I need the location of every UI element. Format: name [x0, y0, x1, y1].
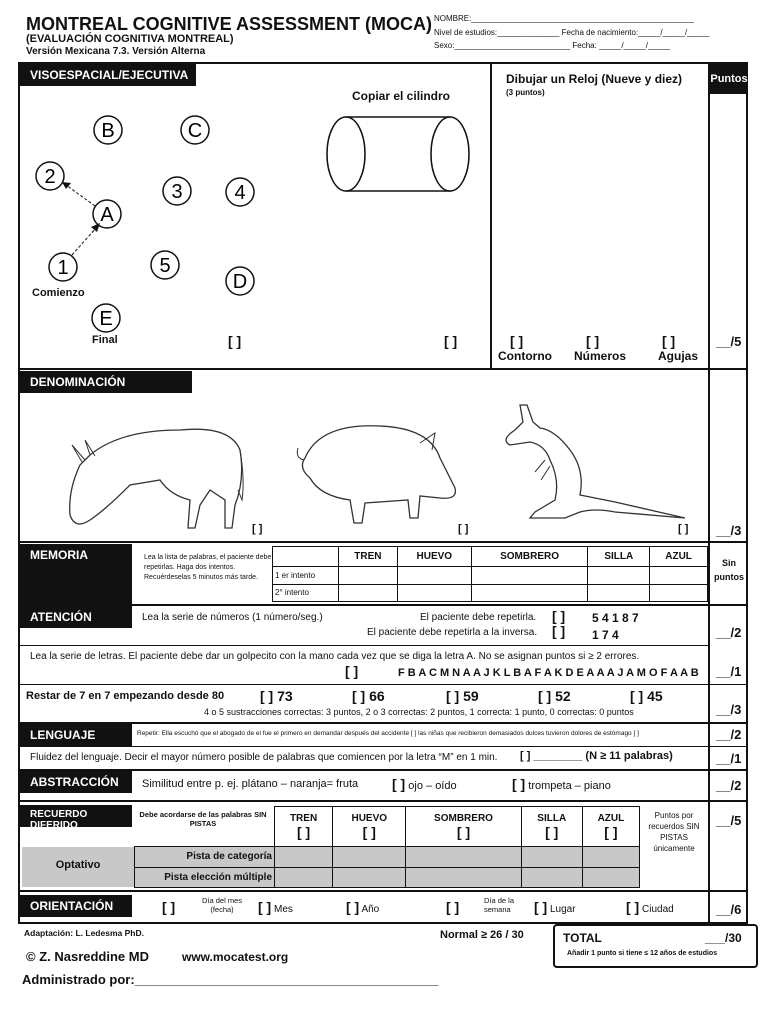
repeat-label: El paciente debe repetirla. [420, 612, 537, 623]
node-4-label: 4 [234, 182, 246, 204]
version-label: Versión Mexicana 7.3. Versión Alterna [26, 46, 206, 57]
digits-checkbox[interactable]: [ ] [552, 608, 566, 624]
cue-cell[interactable] [406, 847, 521, 868]
node-a-label: A [100, 204, 114, 226]
sin-puntos: Sin puntos [714, 558, 744, 582]
abstr-item-1[interactable]: [ ] ojo – oído [392, 776, 457, 792]
admin-field[interactable]: Administrado por:__________________________________________ [22, 972, 439, 987]
page-subtitle: (EVALUACIÓN COGNITIVA MONTREAL) [26, 33, 234, 45]
recuerdo-header: RECUERDO DIFERIDO [20, 805, 132, 827]
row-divider [18, 645, 708, 646]
orient-score[interactable]: __/6 [716, 902, 742, 917]
node-e-label: E [99, 308, 113, 330]
word-col: SILLA [588, 547, 650, 567]
cue-cell[interactable] [406, 867, 521, 888]
word-cell[interactable] [650, 584, 708, 602]
trial-label: 2° intento [273, 584, 339, 602]
sexo-label: Sexo: [434, 41, 455, 50]
trial-label: 1 er intento [273, 567, 339, 585]
orient-label: Mes [274, 904, 293, 915]
resta-num: 73 [277, 688, 293, 704]
word-cell[interactable] [339, 567, 398, 585]
word-col: TREN [339, 547, 398, 567]
letters-score[interactable]: __/1 [716, 664, 742, 679]
resta-item[interactable]: [ ] 73 [260, 688, 293, 704]
orient-item[interactable]: [ ] Lugar [534, 899, 576, 915]
education-note: Añadir 1 punto si tiene ≤ 12 años de estudios [567, 950, 718, 957]
resta-num: 66 [369, 688, 385, 704]
orient-checkbox[interactable]: [ ] [162, 899, 176, 915]
fluency-instr: Fluidez del lenguaje. Decir el mayor número posible de palabras que comiencen por la letra “M” en 1 min. [30, 752, 498, 763]
word-cell[interactable] [588, 567, 650, 585]
recuerdo-score[interactable]: __/5 [716, 813, 742, 828]
trail-checkbox[interactable]: [ ] [228, 333, 242, 349]
row-divider [18, 684, 748, 685]
orient-label: Día del mes (fecha) [201, 896, 243, 914]
recall-word: SILLA [537, 813, 567, 824]
atencion-header: ATENCIÓN [20, 606, 132, 628]
denom-header: DENOMINACIÓN [20, 371, 192, 393]
fluency-field[interactable]: [ ] ________ (N ≥ 11 palabras) [520, 750, 673, 762]
letters-instr: Lea la serie de letras. El paciente debe dar un golpecito con la mano cada vez que se diga la letra A. No se asignan puntos si ≥ 2 errores. [30, 651, 640, 662]
row-divider [18, 541, 748, 543]
word-cell[interactable] [650, 567, 708, 585]
kangaroo-checkbox[interactable]: [ ] [678, 523, 689, 535]
kangaroo-image [495, 400, 695, 525]
orient-item[interactable]: [ ] Ciudad [626, 899, 674, 915]
resta-num: 45 [647, 688, 663, 704]
optativo-label: Optativo [55, 859, 101, 871]
resta-note: 4 o 5 sustracciones correctas: 3 puntos, 2 o 3 correctas: 2 puntos, 1 correcta: 1 punto, 0 correctas: 0 puntos [204, 707, 634, 717]
resta-item[interactable]: [ ] 52 [538, 688, 571, 704]
recall-word: HUEVO [351, 813, 388, 824]
mult-cue-label: Pista elección múltiple [135, 867, 275, 888]
recall-word: SOMBRERO [434, 813, 493, 824]
cue-cell[interactable] [582, 847, 639, 868]
node-3-label: 3 [171, 181, 183, 203]
word-cell[interactable] [471, 567, 588, 585]
recuerdo-instr: Debe acordarse de las palabras SIN PISTAS [139, 810, 267, 828]
orient-label: Día de la semana [484, 896, 515, 914]
word-cell[interactable] [397, 567, 471, 585]
row-divider [18, 746, 748, 747]
word-col: AZUL [650, 547, 708, 567]
resta-instr: Restar de 7 en 7 empezando desde 80 [26, 690, 225, 702]
digits-forward: 5 4 1 8 7 [592, 611, 639, 625]
clock-points: (3 puntos) [506, 88, 545, 97]
word-col: HUEVO [397, 547, 471, 567]
contorno-checkbox[interactable]: [ ] [510, 333, 524, 349]
row-divider [18, 800, 748, 802]
word-cell[interactable] [339, 584, 398, 602]
resta-item[interactable]: [ ] 45 [630, 688, 663, 704]
recall-cell[interactable]: SILLA [ ] [521, 807, 582, 847]
page-title: MONTREAL COGNITIVE ASSESSMENT (MOCA) [26, 14, 433, 34]
recall-word: TREN [289, 813, 318, 824]
resta-score[interactable]: __/3 [716, 702, 742, 717]
resta-item[interactable]: [ ] 59 [446, 688, 479, 704]
abstr-score[interactable]: __/2 [716, 778, 742, 793]
sexo-field[interactable]: Sexo:__________________________ Fecha: _____/_____/_____ [434, 41, 671, 50]
orient-item[interactable]: [ ] Mes [258, 899, 293, 915]
nivel-label: Nivel de estudios: [434, 28, 498, 37]
nombre-label: NOMBRE: [434, 14, 472, 23]
orient-label: Año [361, 904, 380, 915]
digits-backward: 1 7 4 [592, 628, 619, 642]
word-cell[interactable] [471, 584, 588, 602]
resta-num: 52 [555, 688, 571, 704]
abstr-item-label: ojo – oído [408, 780, 457, 792]
word-col: SOMBRERO [471, 547, 588, 567]
word-cell[interactable] [588, 584, 650, 602]
recuerdo-corner [135, 807, 275, 847]
cue-cell[interactable] [333, 847, 406, 868]
word-cell[interactable] [397, 584, 471, 602]
numeros-checkbox[interactable]: [ ] [586, 333, 600, 349]
letters-sequence: F B A C M N A A J K L B A F A K D E A A A J A M O F A A B [398, 667, 699, 679]
puntos-header: Puntos [710, 64, 748, 94]
recall-points-note: Puntos por recuerdos SIN PISTAS únicamente [648, 811, 700, 853]
row-divider [18, 368, 748, 370]
inverse-label: El paciente debe repetirla a la inversa. [367, 627, 538, 638]
normal-label: Normal ≥ 26 / 30 [440, 929, 524, 941]
cat-cue-label: Pista de categoría [135, 847, 275, 868]
recall-cell[interactable]: HUEVO [ ] [333, 807, 406, 847]
denom-score[interactable]: __/3 [716, 523, 742, 538]
digits-inv-checkbox[interactable]: [ ] [552, 623, 566, 639]
orient-label: Lugar [550, 904, 576, 915]
node-c-label: C [187, 120, 203, 142]
total-label: TOTAL [563, 931, 602, 945]
node-b-label: B [101, 120, 115, 142]
visuo-header: VISOESPACIAL/EJECUTIVA [20, 64, 196, 86]
node-2-label: 2 [44, 166, 56, 188]
adaptation-label: Adaptación: L. Ledesma PhD. [24, 928, 144, 938]
donkey-image [60, 410, 250, 535]
lenguaje-header: LENGUAJE [20, 724, 132, 746]
repeat-score[interactable]: __/2 [716, 727, 742, 742]
repeat-sentences: Repetir: Ella escuchó que el abogado de el fue el primero en demandar después del accidente [ ] las niñas que recibieron demasiados dulces tuvieron dolores de estómago [ ] [137, 730, 639, 737]
abstr-item-2[interactable]: [ ] trompeta – piano [512, 776, 611, 792]
recall-cell[interactable]: TREN [ ] [275, 807, 333, 847]
resta-item[interactable]: [ ] 66 [352, 688, 385, 704]
nombre-field[interactable]: NOMBRE:__________________________________________________ [434, 14, 694, 23]
cue-cell[interactable] [521, 847, 582, 868]
recall-cell[interactable]: AZUL [ ] [582, 807, 639, 847]
orient-item[interactable]: [ ] Año [346, 899, 380, 915]
copyright: © Z. Nasreddine MD [26, 949, 149, 964]
node-5-label: 5 [159, 255, 171, 277]
abstr-item-label: trompeta – piano [528, 780, 611, 792]
copy-cylinder-label: Copiar el cilindro [352, 89, 451, 103]
abstr-header: ABSTRACCIÓN [20, 771, 132, 793]
node-1-label: 1 [57, 257, 69, 279]
total-box [553, 924, 758, 968]
clock-divider [490, 64, 492, 368]
optativo-block [22, 847, 134, 887]
fecha-label: Fecha: [572, 41, 597, 50]
admin-label: Administrado por: [22, 972, 135, 987]
row-divider [18, 890, 748, 892]
donkey-checkbox[interactable]: [ ] [252, 523, 263, 535]
recuerdo-table [134, 806, 640, 888]
orient-header: ORIENTACIÓN [20, 895, 132, 917]
letters-checkbox[interactable]: [ ] [345, 663, 359, 679]
memoria-instructions: Lea la lista de palabras, el paciente debe repetirlas. Haga dos intentos. Recuérdeselas 5 minutos más tarde. [144, 554, 272, 581]
clock-label: Dibujar un Reloj (Nueve y diez) [506, 72, 683, 86]
cylinder-drawing [324, 112, 474, 198]
orient-checkbox[interactable]: [ ] [446, 899, 460, 915]
cue-cell[interactable] [275, 867, 333, 888]
pig-checkbox[interactable]: [ ] [458, 523, 469, 535]
visuo-score[interactable]: __/5 [716, 334, 742, 349]
orient-label: Ciudad [642, 904, 674, 915]
pig-image [290, 418, 460, 528]
recall-cell[interactable]: SOMBRERO [ ] [406, 807, 521, 847]
digits-score[interactable]: __/2 [716, 625, 742, 640]
abstr-text: Similitud entre p. ej. plátano – naranja= fruta [142, 778, 359, 790]
memoria-corner [273, 547, 339, 567]
cue-cell[interactable] [275, 847, 333, 868]
cylinder-checkbox[interactable]: [ ] [444, 333, 458, 349]
memoria-table [272, 546, 708, 602]
final-label: Final [92, 334, 118, 346]
score-column-divider [708, 62, 710, 924]
cue-cell[interactable] [582, 867, 639, 888]
recall-word: AZUL [597, 813, 625, 824]
total-score[interactable]: ___/30 [705, 931, 742, 945]
agujas-checkbox[interactable]: [ ] [662, 333, 676, 349]
memoria-header: MEMORIA [20, 544, 132, 604]
agujas-label: Agujas [658, 349, 699, 363]
nivel-field[interactable]: Nivel de estudios:______________ Fecha de nacimiento:_____/_____/_____ [434, 28, 710, 37]
fluency-score[interactable]: __/1 [716, 751, 742, 766]
node-d-label: D [232, 271, 248, 293]
fecha-nac-label: Fecha de nacimiento: [561, 28, 639, 37]
resta-num: 59 [463, 688, 479, 704]
contorno-label: Contorno [498, 349, 552, 363]
numeros-label: Números [574, 349, 627, 363]
cue-cell[interactable] [333, 867, 406, 888]
digits-instr: Lea la serie de números (1 número/seg.) [142, 612, 323, 623]
comienzo-label: Comienzo [32, 287, 85, 299]
website-link[interactable]: www.mocatest.org [182, 950, 289, 964]
cue-cell[interactable] [521, 867, 582, 888]
